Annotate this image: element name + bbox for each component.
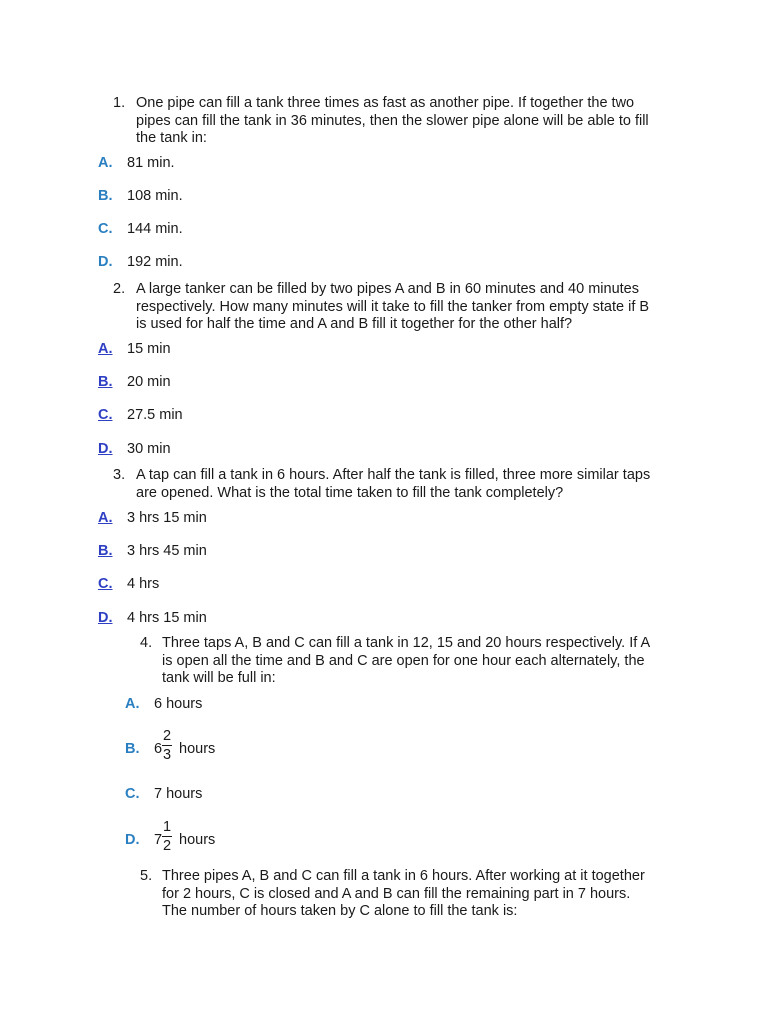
option-letter: A. (98, 155, 113, 171)
option-unit: hours (179, 832, 216, 848)
question-5 (140, 868, 720, 922)
option-text: 7 hours (154, 786, 203, 802)
option-link[interactable]: C. (98, 407, 113, 423)
mixed-number-whole: 6 (154, 741, 163, 757)
fraction-numerator: 2 (162, 728, 172, 744)
option-text: 192 min. (127, 254, 183, 270)
option-link[interactable]: B. (98, 543, 113, 559)
option-text: 15 min (127, 341, 171, 357)
question-text: A large tanker can be filled by two pipes A and B in 60 minutes and 40 minutes respectively. How many minutes will it take to fill the tanker from empty state if B is used for half the time and A and B fill it together for the other half? (136, 281, 650, 332)
option-unit: hours (179, 741, 216, 757)
question-3 (113, 467, 713, 503)
option-text: 81 min. (127, 155, 175, 171)
fraction-bar (162, 836, 172, 837)
option-letter: A. (125, 696, 140, 712)
question-number: 4. (140, 635, 153, 651)
question-number: 1. (113, 95, 126, 111)
option-text: 6 hours (154, 696, 203, 712)
option-text: 4 hrs 15 min (127, 610, 207, 626)
option-text: 20 min (127, 374, 171, 390)
question-text: Three taps A, B and C can fill a tank in 12, 15 and 20 hours respectively. If A is open all the time and B and C are open for one hour each alternately, the tank will be full in: (162, 635, 651, 686)
question-text: One pipe can fill a tank three times as fast as another pipe. If together the two pipes can fill the tank in 36 minutes, then the slower pipe alone will be able to fill the tank in: (136, 95, 649, 146)
option-link[interactable]: A. (98, 510, 113, 526)
question-number: 2. (113, 281, 126, 297)
fraction-denominator: 3 (162, 747, 172, 763)
mixed-number-whole: 7 (154, 832, 163, 848)
question-2 (113, 281, 713, 335)
option-text: 108 min. (127, 188, 183, 204)
question-4 (140, 635, 720, 689)
option-link[interactable]: B. (98, 374, 113, 390)
option-letter: B. (98, 188, 113, 204)
option-d[interactable] (125, 819, 235, 854)
fraction (162, 819, 172, 854)
option-letter: D. (125, 832, 140, 848)
option-text: 4 hrs (127, 576, 160, 592)
question-number: 3. (113, 467, 126, 483)
fraction-numerator: 1 (162, 819, 172, 835)
question-text: Three pipes A, B and C can fill a tank in 6 hours. After working at it together for 2 hours, C is closed and A and B can fill the remaining part in 7 hours. The number of hours taken by C alone to fill the tank is: (162, 868, 645, 919)
fraction-denominator: 2 (162, 838, 172, 854)
question-text: A tap can fill a tank in 6 hours. After half the tank is filled, three more similar taps are opened. What is the total time taken to fill the tank completely? (136, 467, 651, 501)
option-link[interactable]: C. (98, 576, 113, 592)
option-link[interactable]: D. (98, 441, 113, 457)
option-link[interactable]: A. (98, 341, 113, 357)
option-text: 30 min (127, 441, 171, 457)
fraction-bar (162, 745, 172, 746)
option-text: 3 hrs 45 min (127, 543, 207, 559)
question-1 (113, 95, 713, 149)
option-letter: B. (125, 741, 140, 757)
option-text: 27.5 min (127, 407, 183, 423)
option-text: 3 hrs 15 min (127, 510, 207, 526)
option-b[interactable] (125, 728, 235, 763)
fraction (162, 728, 172, 763)
option-letter: C. (125, 786, 140, 802)
option-letter: D. (98, 254, 113, 270)
option-link[interactable]: D. (98, 610, 113, 626)
option-letter: C. (98, 221, 113, 237)
question-number: 5. (140, 868, 153, 884)
option-text: 144 min. (127, 221, 183, 237)
